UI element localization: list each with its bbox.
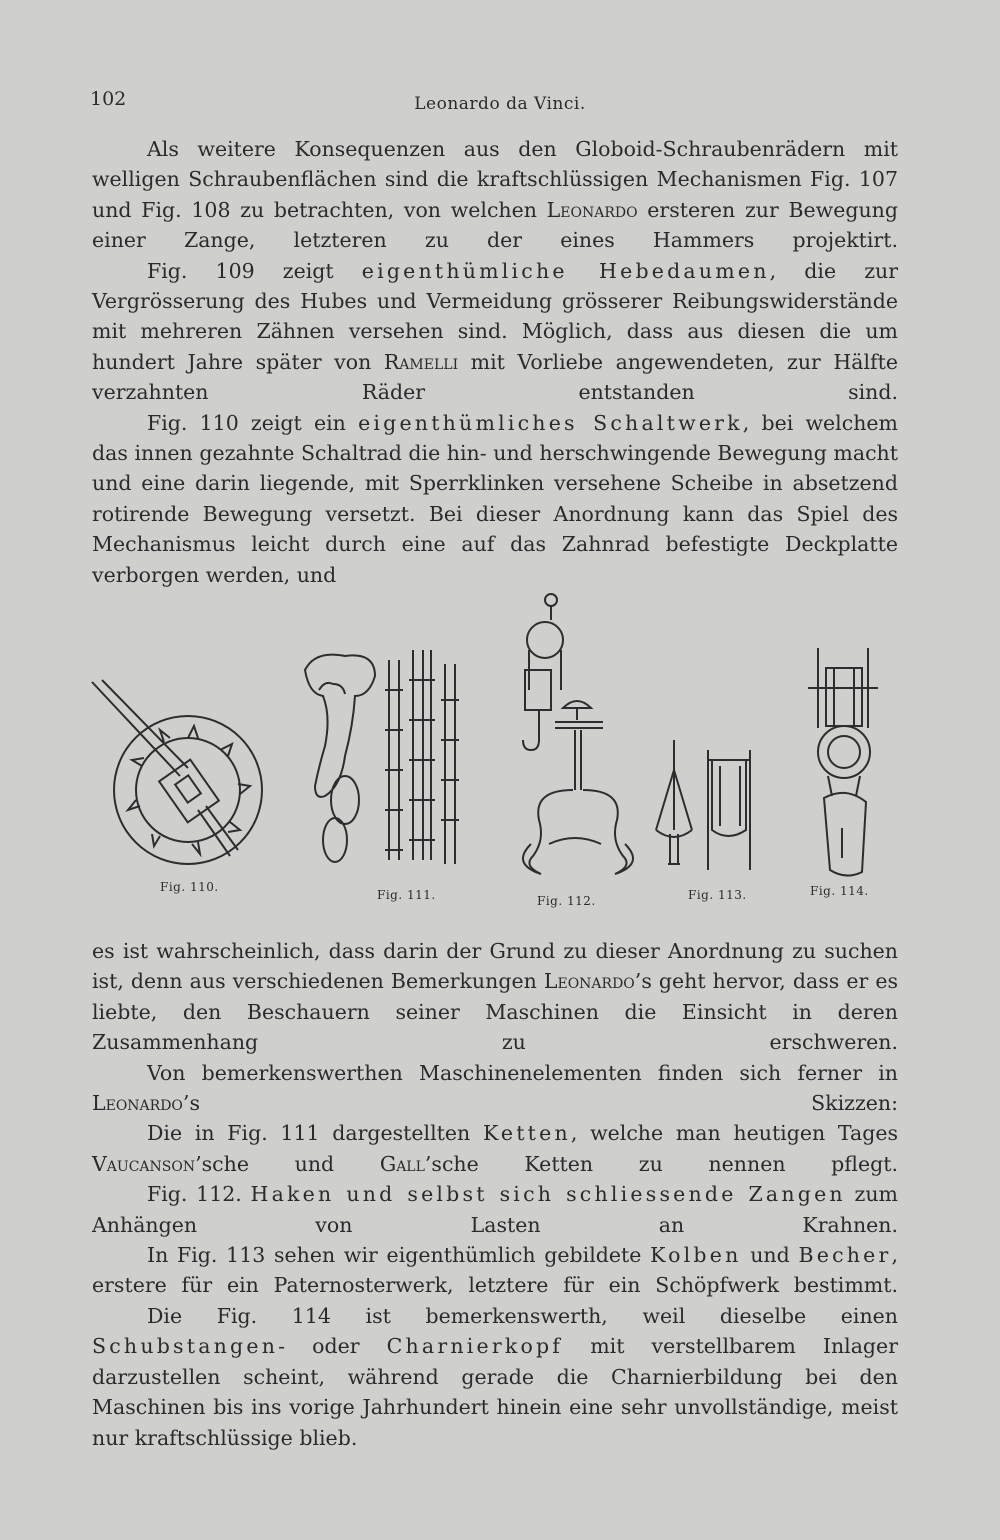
spaced-term: Kolben <box>650 1243 742 1268</box>
name-vaucanson: Vaucanson <box>92 1151 196 1176</box>
figure-114-connecting-rod-illustration <box>802 648 882 898</box>
figure-caption: Fig. 114. <box>810 884 869 898</box>
figure-caption: Fig. 113. <box>688 888 747 902</box>
paragraph: Fig. 112. Haken und selbst sich schliessende Zangen zum Anhängen von Lasten an Krahnen. <box>92 1182 898 1237</box>
spaced-term: eigenthümliche Hebedaumen <box>361 258 770 283</box>
paragraph: Von bemerkenswerthen Maschinenelementen finden sich ferner in Leonardo’s Skizzen: <box>92 1060 898 1116</box>
page-number: 102 <box>90 88 127 110</box>
paragraph: Als weitere Konsequenzen aus den Globoid-Schraubenrädern mit welligen Schraubenflächen sind die kraftschlüssigen Mechanismen Fig. 107 und Fig. 108 zu betrachten, von welchen Leonardo ersteren zur Bewegung einer Zange, letzteren zu der eines Hammers projektirt. <box>92 137 898 253</box>
text-block-top <box>92 134 898 590</box>
spaced-term: Schubstangen <box>92 1334 279 1359</box>
name-gall: Gall <box>379 1151 425 1176</box>
figure-111-chains-illustration <box>295 650 465 902</box>
name-leonardo: Leonardo <box>92 1091 183 1116</box>
figure-caption: Fig. 112. <box>537 894 596 908</box>
paragraph: Fig. 110 zeigt ein eigenthümliches Schaltwerk, bei welchem das innen gezahnte Schaltrad die hin- und herschwingende Bewegung macht und eine darin liegende, mit Sperrklinken versehene Scheibe in absetzend rotirende Bewegung versetzt. Bei dieser Anordnung kann das Spiel des Mechanismus leicht durch eine auf das Zahnrad befestigte Deckplatte verborgen werden, und <box>92 410 898 587</box>
running-title: Leonardo da Vinci. <box>414 94 586 114</box>
paragraph: es ist wahrscheinlich, dass darin der Grund zu dieser Anordnung zu suchen ist, denn aus verschiedenen Bemerkungen Leonardo’s geht hervor, dass er es liebte, den Beschauern seiner Maschinen die Einsicht in deren Zusammenhang zu erschweren. <box>92 939 898 1055</box>
figure-112-hook-tongs-illustration <box>515 590 625 908</box>
figure-caption: Fig. 111. <box>377 888 436 902</box>
spaced-term: Charnierkopf <box>386 1334 564 1359</box>
paragraph: Die in Fig. 111 dargestellten Ketten, welche man heutigen Tages Vaucanson’sche und Gall’sche Ketten zu nennen pflegt. <box>92 1121 898 1176</box>
spaced-term: Haken und selbst sich schliessende Zangen <box>250 1182 846 1207</box>
paragraph: Fig. 109 zeigt eigenthümliche Hebedaumen, die zur Vergrösserung des Hubes und Vermeidung grösserer Reibungswiderstände mit mehreren Zähnen versehen sind. Möglich, dass aus diesen die um hundert Jahre später von Ramelli mit Vorliebe angewendeten, zur Hälfte verzahnten Räder entstanden sind. <box>92 258 899 405</box>
name-leonardo: Leonardo <box>543 969 635 994</box>
paragraph: In Fig. 113 sehen wir eigenthümlich gebildete Kolben und Becher, erstere für ein Paternosterwerk, letztere für ein Schöpfwerk bestimmt. <box>92 1243 899 1298</box>
figure-113-piston-bucket-illustration <box>650 740 760 902</box>
name-leonardo: Leonardo <box>546 197 638 222</box>
spaced-term: Becher <box>798 1243 892 1268</box>
text-block-bottom <box>92 936 898 1453</box>
figure-row <box>80 580 920 920</box>
figure-caption: Fig. 110. <box>160 880 219 894</box>
figure-110-ratchet-illustration <box>90 680 260 894</box>
name-ramelli: Ramelli <box>383 349 459 374</box>
spaced-term: Ketten <box>482 1121 571 1146</box>
paragraph: Die Fig. 114 ist bemerkenswerth, weil dieselbe einen Schubstangen- oder Charnierkopf mit verstellbarem Inlager darzustellen scheint, während gerade die Charnierbildung bei den Maschinen bis ins vorige Jahrhundert hinein eine sehr unvollständige, meist nur kraftschlüssige blieb. <box>92 1303 898 1450</box>
spaced-term: eigenthümliches Schaltwerk <box>358 410 743 435</box>
